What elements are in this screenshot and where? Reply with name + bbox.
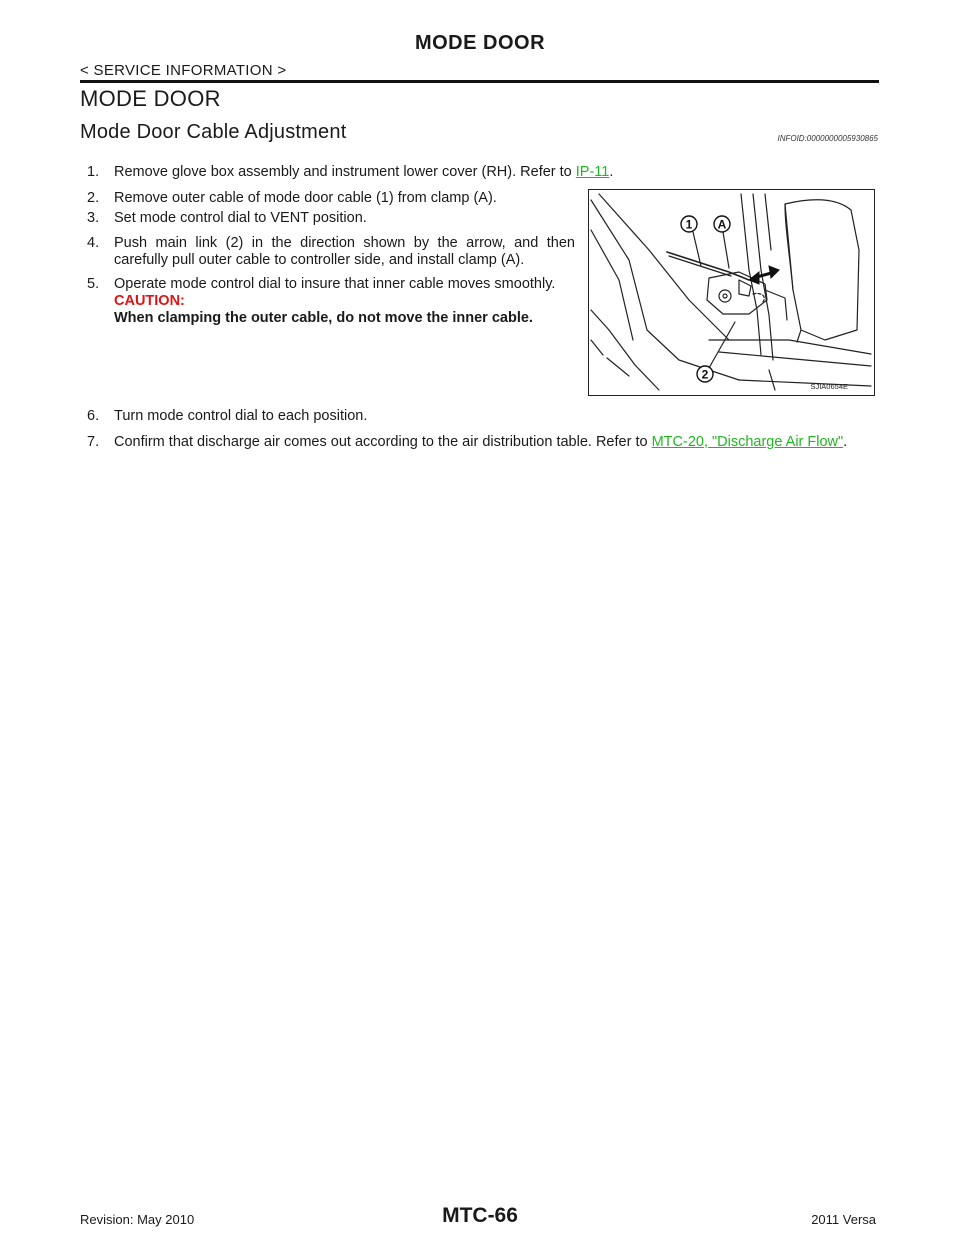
step-text: Remove outer cable of mode door cable (1) from clamp (A). [114, 190, 497, 206]
step-number: 4. [87, 235, 100, 251]
step-7 [87, 434, 877, 451]
step-6 [87, 408, 367, 425]
link-ip-11[interactable]: IP-11 [575, 164, 610, 180]
header-divider [80, 80, 879, 83]
step-number: 3. [87, 210, 100, 226]
figure-code: SJIA0654E [810, 382, 848, 391]
link-mtc-20-discharge-air-flow[interactable]: MTC-20, "Discharge Air Flow" [651, 434, 844, 450]
step-4 [87, 235, 575, 269]
caution-label: CAUTION: [114, 293, 185, 309]
step-number: 7. [87, 434, 100, 450]
footer-model: 2011 Versa [811, 1212, 876, 1227]
info-id: INFOID:0000000005930865 [777, 134, 878, 143]
callout-label-a: A [717, 217, 727, 232]
callout-label-2: 2 [701, 367, 709, 382]
step-text: Operate mode control dial to insure that inner cable moves smoothly. [114, 276, 556, 292]
callout-label-1: 1 [685, 217, 693, 232]
step-number: 6. [87, 408, 100, 424]
step-2 [87, 190, 497, 207]
footer-revision: Revision: May 2010 [80, 1212, 195, 1227]
main-heading: MODE DOOR [80, 86, 221, 111]
page-header-title: MODE DOOR [414, 32, 546, 54]
step-number: 2. [87, 190, 100, 206]
step-text: Confirm that discharge air comes out according to the air distribution table. Refer to [114, 434, 652, 450]
step-1 [87, 164, 613, 181]
step-text-end: . [609, 164, 614, 180]
step-number: 5. [87, 276, 100, 292]
footer-page-number: MTC-66 [442, 1204, 518, 1227]
step-number: 1. [87, 164, 100, 180]
caution-text: When clamping the outer cable, do not move the inner cable. [114, 310, 533, 326]
step-text-end: . [843, 434, 848, 450]
step-text: Push main link (2) in the direction shown by the arrow, and then carefully pull outer cable to controller side, and install clamp (A). [114, 235, 575, 268]
step-3 [87, 210, 367, 227]
section-breadcrumb: < SERVICE INFORMATION > [80, 62, 287, 79]
sub-heading: Mode Door Cable Adjustment [80, 121, 347, 143]
step-text: Turn mode control dial to each position. [114, 408, 368, 424]
step-text: Remove glove box assembly and instrument lower cover (RH). Refer to [114, 164, 576, 180]
illustration-drawing [589, 190, 873, 394]
step-text: Set mode control dial to VENT position. [114, 210, 367, 226]
step-5 [87, 276, 575, 327]
mode-door-cable-illustration [588, 189, 875, 396]
